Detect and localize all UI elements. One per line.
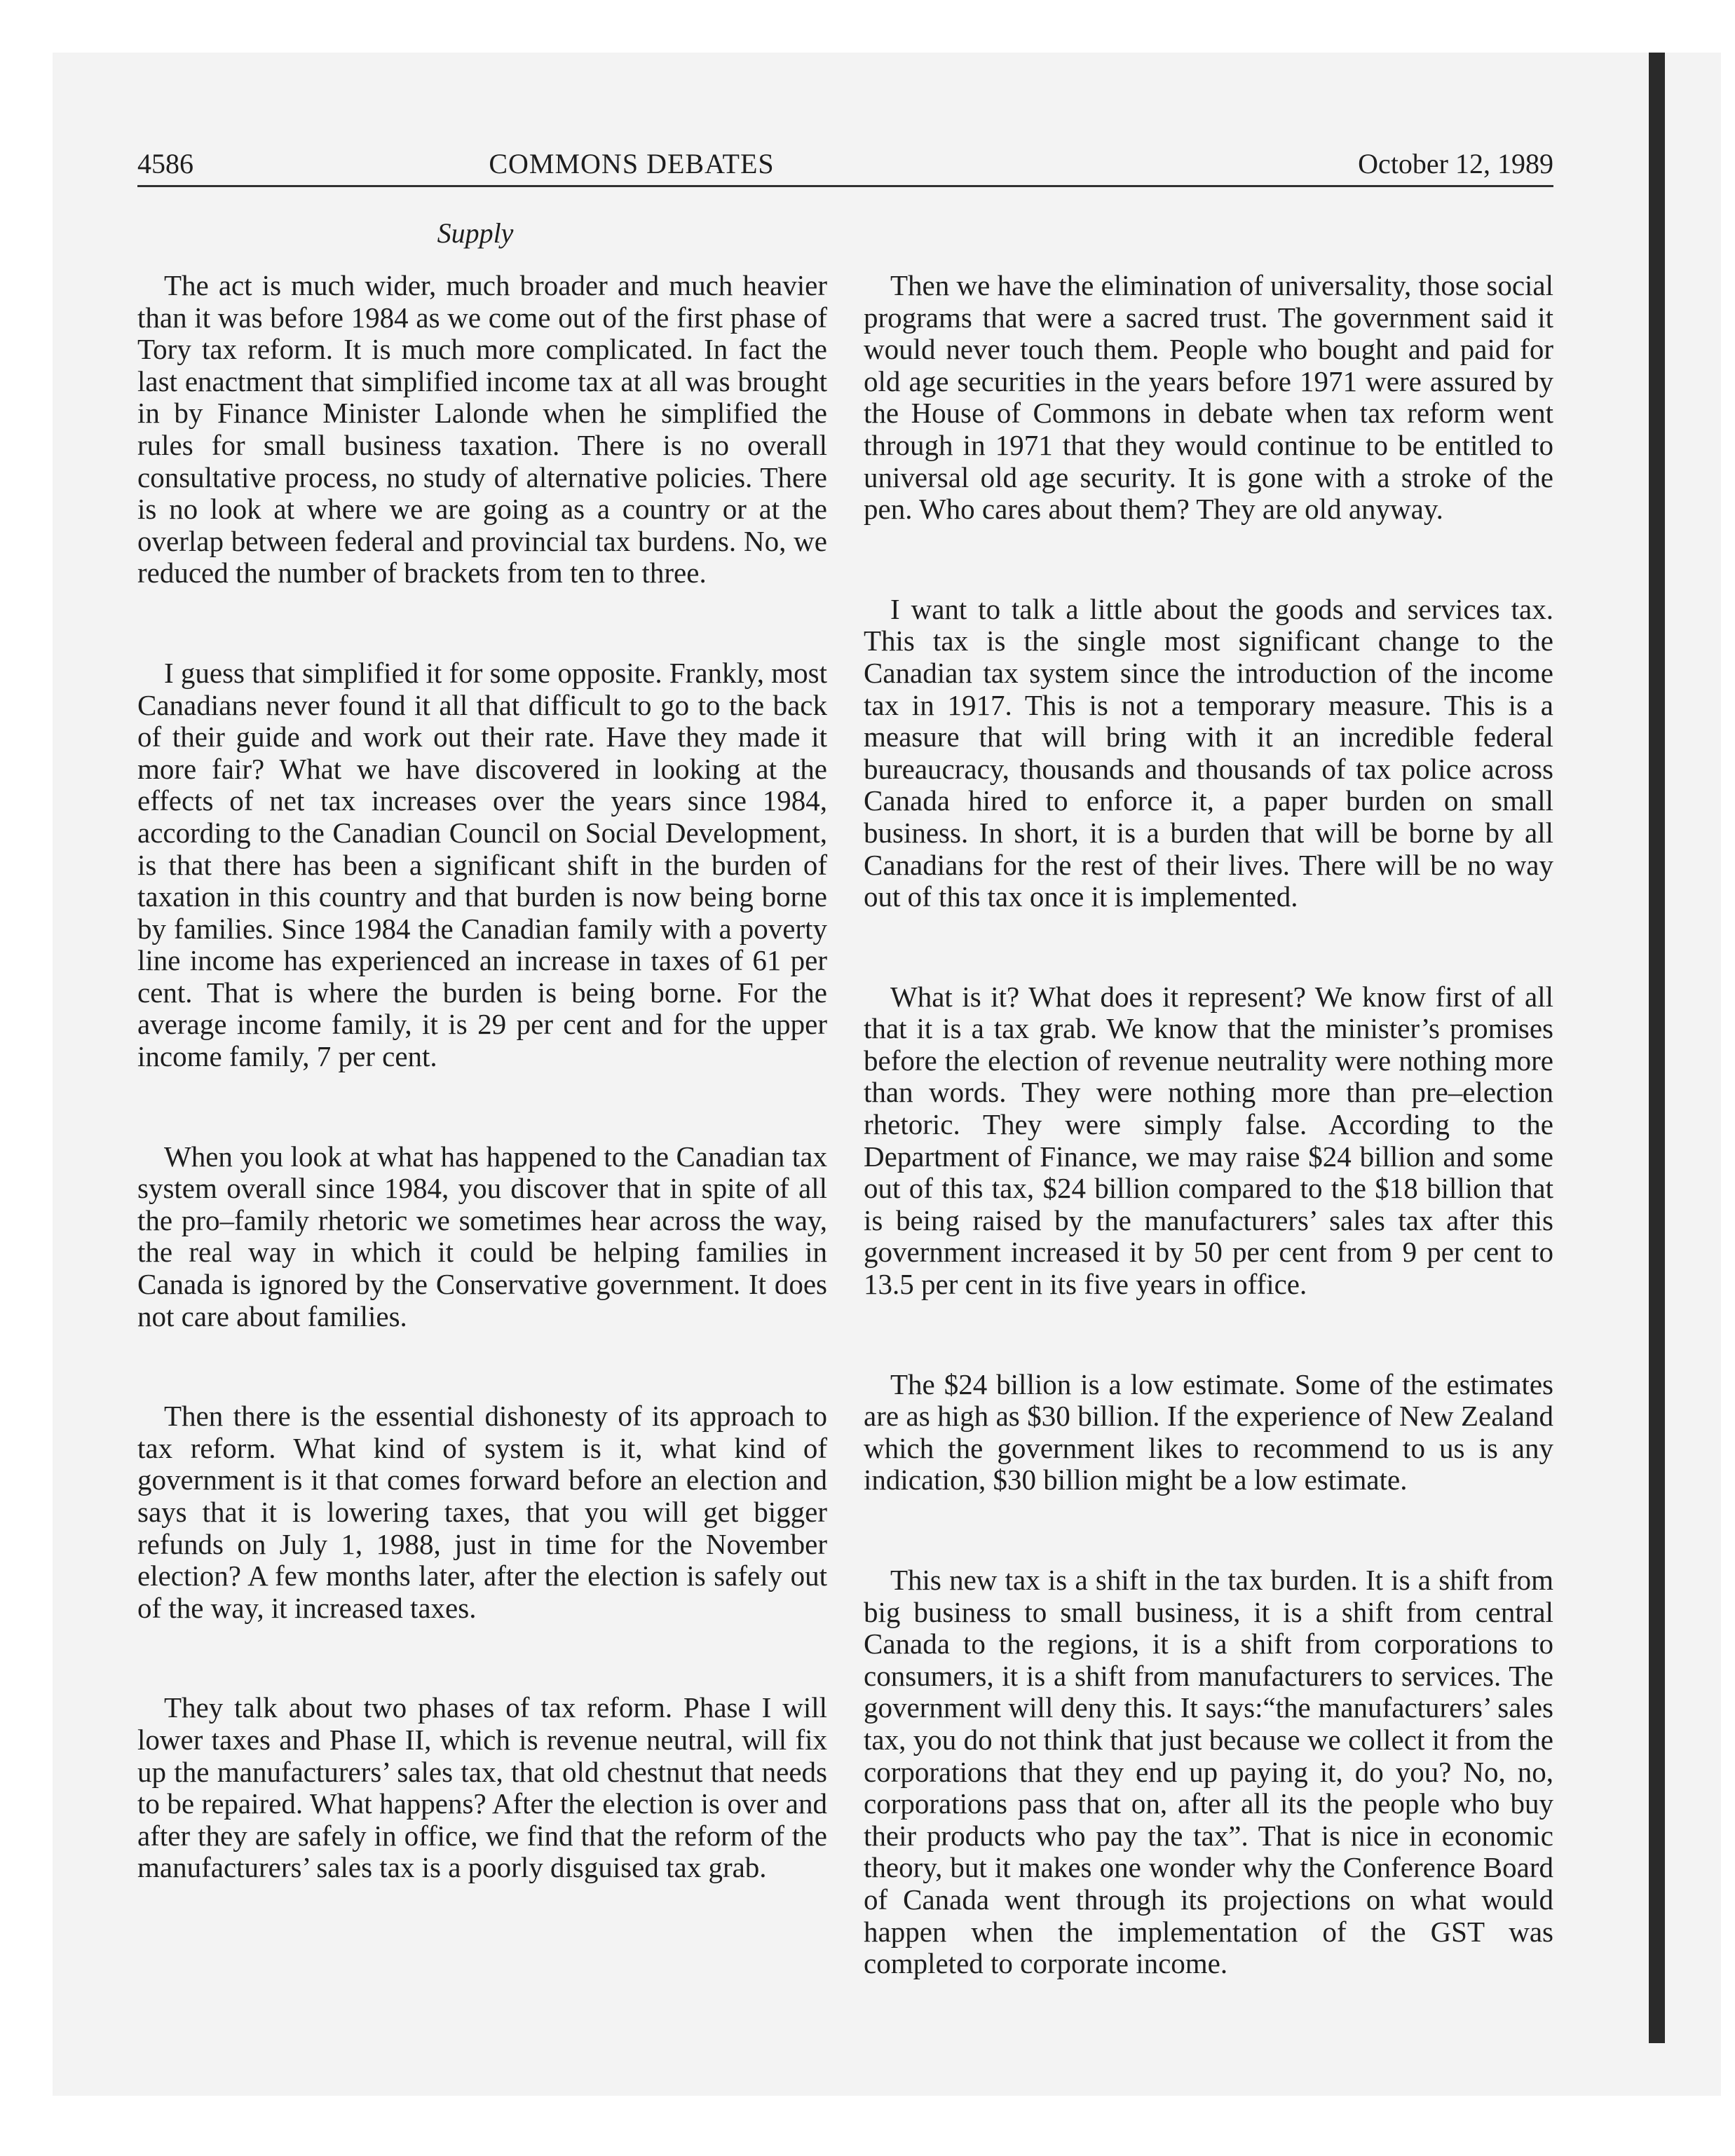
paragraph: Then there is the essential dishonesty of its approach to tax reform. What kind of system is it, what kind of government is it that comes forward before an election and says that it is lowering taxes, that you will get bigger refunds on July 1, 1988, just in time for the November election? A few months later, after the election is safely out of the way, it increased taxes.: [137, 1400, 827, 1624]
section-heading: Supply: [437, 217, 514, 249]
paragraph: What is it? What does it represent? We know first of all that it is a tax grab. We know that the minister’s promises before the election of revenue neutrality were nothing more than words. They were nothing more than pre–election rhetoric. They were simply false. According to the Department of Finance, we may raise $24 billion and some out of this tax, $24 billion compared to the $18 billion that is being raised by the manufacturers’ sales tax after this government increased it by 50 per cent from 9 per cent to 13.5 per cent in its five years in office.: [864, 980, 1553, 1301]
scan-edge-bar: [1649, 53, 1665, 2043]
page-number: 4586: [137, 148, 193, 179]
paragraph: The act is much wider, much broader and much heavier than it was before 1984 as we come out of the first phase of Tory tax reform. It is much more complicated. In fact the last enactment that simplified income tax at all was brought in by Finance Minister Lalonde when he simplified the rules for small business taxation. There is no overall consultative process, no study of alternative policies. There is no look at where we are going as a country or at the overlap between federal and provincial tax burdens. No, we reduced the number of brackets from ten to three.: [137, 269, 827, 589]
paragraph: I guess that simplified it for some opposite. Frankly, most Canadians never found it all that difficult to go to the back of their guide and work out their rate. Have they made it more fair? What we have discovered in looking at the effects of net tax increases over the years since 1984, according to the Canadian Council on Social Development, is that there has been a significant shift in the burden of taxation in this country and that burden is now being borne by families. Since 1984 the Canadian family with a poverty line income has experienced an increase in taxes of 61 per cent. That is where the burden is being borne. For the average income family, it is 29 per cent and for the upper income family, 7 per cent.: [137, 656, 827, 1073]
publication-title: COMMONS DEBATES: [489, 148, 775, 179]
paragraph: They talk about two phases of tax reform. Phase I will lower taxes and Phase II, which is revenue neutral, will fix up the manufacturers’ sales tax, that old chestnut that needs to be repaired. What happens? After the election is over and after they are safely in office, we find that the reform of the manufacturers’ sales tax is a poorly disguised tax grab.: [137, 1691, 827, 1884]
paragraph: The $24 billion is a low estimate. Some of the estimates are as high as $30 billion. If the experience of New Zealand which the government likes to recommend to us is any indication, $30 billion might be a low estimate.: [864, 1367, 1553, 1496]
paragraph: This new tax is a shift in the tax burden. It is a shift from big business to small business, it is a shift from central Canada to the regions, it is a shift from corporations to consumers, it is a shift from manufacturers to services. The government will deny this. It says:“the manufacturers’ sales tax, you do not think that just because we collect it from the corporations that they end up paying it, do you? No, no, corporations pass that on, after all its the people who buy their products who pay the tax”. That is nice in economic theory, but it makes one wonder why the Conference Board of Canada went through its projections on what would happen when the implementation of the GST was completed to corporate income.: [864, 1564, 1553, 1980]
page-header: [137, 142, 1553, 184]
left-column: [137, 270, 827, 1952]
header-rule: [137, 185, 1553, 187]
paragraph: When you look at what has happened to the Canadian tax system overall since 1984, you discover that in spite of all the pro–family rhetoric we sometimes hear across the way, the real way in which it could be helping families in Canada is ignored by the Conservative government. It does not care about families.: [137, 1140, 827, 1332]
right-column: [864, 270, 1553, 2048]
paragraph: I want to talk a little about the goods and services tax. This tax is the single most significant change to the Canadian tax system since the introduction of the income tax in 1917. This is not a temporary measure. This is a measure that will bring with it an incredible federal bureaucracy, thousands and thousands of tax police across Canada hired to enforce it, a paper burden on small business. In short, it is a burden that will be borne by all Canadians for the rest of their lives. There will be no way out of this tax once it is implemented.: [864, 592, 1553, 913]
paragraph: Then we have the elimination of universality, those social programs that were a sacred trust. The government said it would never touch them. People who bought and paid for old age securities in the years before 1971 were assured by the House of Commons in debate when tax reform went through in 1971 that they would continue to be entitled to universal old age security. It is gone with a stroke of the pen. Who cares about them? They are old anyway.: [864, 269, 1553, 526]
header-date: October 12, 1989: [1358, 148, 1553, 179]
